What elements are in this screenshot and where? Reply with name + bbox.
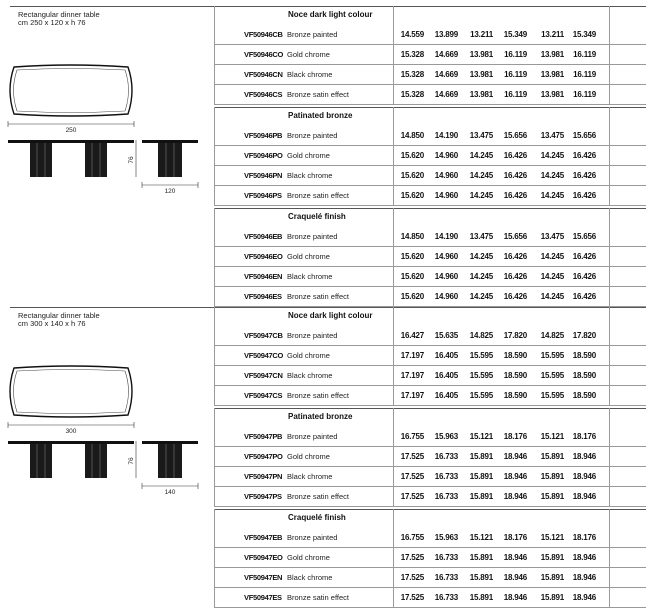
base-finish: Gold chrome (287, 351, 330, 360)
table-top-view (10, 366, 132, 417)
price-cell: 15.620 (400, 252, 424, 261)
price-row (214, 467, 646, 487)
price-cell: 14.190 (434, 131, 458, 140)
base-finish: Black chrome (287, 70, 333, 79)
price-cell: 14.245 (540, 292, 564, 301)
price-cell: 14.245 (469, 171, 493, 180)
price-cell: 15.620 (400, 292, 424, 301)
price-cell: 14.960 (434, 171, 458, 180)
price-cell: 13.981 (540, 90, 564, 99)
finish-section (214, 107, 646, 206)
base-finish: Bronze satin effect (287, 292, 349, 301)
base-finish: Bronze satin effect (287, 492, 349, 501)
price-cell: 16.427 (400, 331, 424, 340)
base-finish: Black chrome (287, 573, 333, 582)
price-row (214, 45, 646, 65)
price-cell: 18.590 (503, 351, 527, 360)
price-cell: 16.405 (434, 351, 458, 360)
table-side-top (8, 441, 134, 444)
article-code: VF50947EN (244, 573, 283, 582)
article-code: VF50947CS (244, 391, 283, 400)
price-cell: 17.525 (400, 593, 424, 602)
price-cell: 15.121 (540, 432, 564, 441)
price-cell: 18.946 (572, 452, 596, 461)
price-cell: 17.525 (400, 492, 424, 501)
price-cell: 18.946 (572, 553, 596, 562)
price-cell: 14.669 (434, 70, 458, 79)
price-cell: 14.960 (434, 272, 458, 281)
article-code: VF50947EO (244, 553, 283, 562)
price-row (214, 85, 646, 105)
row-divider (214, 607, 646, 608)
price-cell: 15.891 (469, 573, 493, 582)
price-cell: 17.820 (572, 331, 596, 340)
price-cell: 18.176 (503, 533, 527, 542)
finish-section (214, 307, 646, 406)
price-cell: 15.620 (400, 272, 424, 281)
table-leg (30, 143, 52, 177)
height-label: 76 (128, 156, 135, 164)
price-cell: 15.656 (572, 232, 596, 241)
price-cell: 16.426 (503, 191, 527, 200)
price-cell: 18.590 (572, 351, 596, 360)
price-cell: 15.620 (400, 191, 424, 200)
price-cell: 18.946 (572, 593, 596, 602)
price-cell: 16.405 (434, 371, 458, 380)
price-cell: 13.981 (540, 50, 564, 59)
price-cell: 16.119 (504, 90, 527, 99)
price-cell: 13.211 (541, 30, 564, 39)
base-finish: Black chrome (287, 272, 333, 281)
table-drawing (0, 348, 200, 573)
price-cell: 15.656 (572, 131, 596, 140)
price-cell: 14.245 (469, 151, 493, 160)
finish-title: Craquelé finish (288, 212, 346, 221)
article-code: VF50946CN (244, 70, 283, 79)
price-cell: 15.620 (400, 171, 424, 180)
price-cell: 16.119 (573, 90, 596, 99)
price-row (214, 25, 646, 45)
price-cell: 16.755 (400, 432, 424, 441)
finish-section (214, 6, 646, 105)
price-cell: 18.946 (572, 573, 596, 582)
price-cell: 15.891 (469, 553, 493, 562)
price-cell: 16.426 (503, 171, 527, 180)
finish-title: Noce dark light colour (288, 311, 373, 320)
price-cell: 14.245 (469, 292, 493, 301)
price-cell: 15.349 (503, 30, 527, 39)
price-cell: 13.981 (469, 70, 493, 79)
price-cell: 18.946 (503, 452, 527, 461)
price-cell: 18.946 (572, 472, 596, 481)
table-top-inner-edge (14, 69, 129, 113)
table-end-leg (158, 444, 182, 478)
price-cell: 16.733 (434, 573, 458, 582)
table-leg (85, 143, 107, 177)
price-cell: 18.590 (572, 391, 596, 400)
price-cell: 18.176 (572, 533, 596, 542)
price-cell: 15.656 (503, 232, 527, 241)
price-row (214, 186, 646, 206)
base-finish: Bronze painted (287, 432, 338, 441)
price-cell: 16.426 (572, 151, 596, 160)
section-divider (214, 208, 646, 209)
price-cell: 15.595 (469, 391, 493, 400)
base-finish: Gold chrome (287, 50, 330, 59)
price-cell: 14.245 (540, 191, 564, 200)
price-row (214, 568, 646, 588)
price-row (214, 588, 646, 608)
row-divider (214, 506, 646, 507)
article-code: VF50947CB (244, 331, 283, 340)
price-cell: 16.426 (572, 272, 596, 281)
price-cell: 16.733 (434, 452, 458, 461)
finish-section (214, 208, 646, 307)
price-row (214, 528, 646, 548)
price-cell: 14.850 (400, 131, 424, 140)
price-cell: 13.981 (540, 70, 564, 79)
price-cell: 14.960 (434, 292, 458, 301)
price-cell: 17.197 (400, 391, 424, 400)
price-cell: 16.755 (400, 533, 424, 542)
price-cell: 18.946 (503, 573, 527, 582)
price-cell: 18.946 (503, 492, 527, 501)
base-finish: Bronze satin effect (287, 391, 349, 400)
finish-title: Patinated bronze (288, 412, 353, 421)
price-cell: 16.119 (573, 70, 596, 79)
price-cell: 16.119 (504, 70, 527, 79)
price-cell: 13.899 (434, 30, 458, 39)
price-row (214, 247, 646, 267)
article-code: VF50946PS (244, 191, 282, 200)
product-name: Rectangular dinner table (18, 10, 100, 19)
price-cell: 15.635 (434, 331, 458, 340)
price-row (214, 126, 646, 146)
base-finish: Bronze painted (287, 331, 338, 340)
price-cell: 14.245 (540, 252, 564, 261)
price-row (214, 65, 646, 85)
base-finish: Gold chrome (287, 252, 330, 261)
price-cell: 14.960 (434, 151, 458, 160)
price-row (214, 487, 646, 507)
article-code: VF50947PN (244, 472, 283, 481)
price-cell: 17.525 (400, 553, 424, 562)
price-cell: 16.733 (434, 593, 458, 602)
price-cell: 18.176 (503, 432, 527, 441)
table-end-top (142, 140, 198, 143)
product-dimensions: cm 300 x 140 x h 76 (18, 319, 86, 328)
price-row (214, 366, 646, 386)
price-cell: 14.245 (540, 272, 564, 281)
price-cell: 16.426 (503, 252, 527, 261)
length-label: 300 (65, 428, 77, 435)
article-code: VF50946EB (244, 232, 283, 241)
base-finish: Bronze painted (287, 533, 338, 542)
price-row (214, 427, 646, 447)
price-row (214, 548, 646, 568)
article-code: VF50947PO (244, 452, 283, 461)
finish-section (214, 509, 646, 608)
price-cell: 14.190 (434, 232, 458, 241)
section-divider (214, 307, 646, 308)
price-cell: 15.121 (540, 533, 564, 542)
base-finish: Bronze painted (287, 232, 338, 241)
price-row (214, 146, 646, 166)
price-cell: 15.349 (572, 30, 596, 39)
base-finish: Gold chrome (287, 452, 330, 461)
price-cell: 15.328 (400, 50, 424, 59)
price-cell: 16.426 (572, 191, 596, 200)
article-code: VF50946PN (244, 171, 283, 180)
table-end-leg (158, 143, 182, 177)
finish-title: Noce dark light colour (288, 10, 373, 19)
price-cell: 15.891 (540, 593, 564, 602)
price-row (214, 287, 646, 307)
finish-title: Craquelé finish (288, 513, 346, 522)
price-cell: 14.245 (540, 151, 564, 160)
price-cell: 14.825 (469, 331, 493, 340)
price-cell: 15.656 (503, 131, 527, 140)
price-cell: 14.669 (434, 90, 458, 99)
price-cell: 16.119 (504, 50, 527, 59)
article-code: VF50946EN (244, 272, 283, 281)
price-cell: 13.981 (469, 90, 493, 99)
article-code: VF50946PO (244, 151, 283, 160)
article-code: VF50947ES (244, 593, 282, 602)
base-finish: Gold chrome (287, 553, 330, 562)
price-cell: 15.595 (540, 351, 564, 360)
price-cell: 15.121 (469, 432, 493, 441)
price-cell: 13.475 (540, 232, 564, 241)
price-cell: 15.891 (540, 472, 564, 481)
base-finish: Black chrome (287, 171, 333, 180)
price-cell: 16.733 (434, 553, 458, 562)
price-row (214, 386, 646, 406)
price-cell: 15.891 (469, 593, 493, 602)
price-cell: 14.960 (434, 191, 458, 200)
price-cell: 15.891 (469, 452, 493, 461)
table-leg (30, 444, 52, 478)
price-cell: 15.891 (540, 492, 564, 501)
price-cell: 13.211 (470, 30, 493, 39)
price-cell: 16.733 (434, 492, 458, 501)
price-cell: 14.245 (469, 191, 493, 200)
price-row (214, 326, 646, 346)
price-row (214, 227, 646, 247)
price-cell: 18.176 (572, 432, 596, 441)
price-cell: 14.669 (434, 50, 458, 59)
price-cell: 14.245 (469, 252, 493, 261)
price-cell: 15.328 (400, 90, 424, 99)
table-end-top (142, 441, 198, 444)
section-divider (214, 408, 646, 409)
price-cell: 18.590 (503, 391, 527, 400)
base-finish: Bronze painted (287, 131, 338, 140)
price-cell: 15.595 (469, 351, 493, 360)
section-divider (214, 6, 646, 7)
article-code: VF50946ES (244, 292, 282, 301)
height-label: 76 (128, 457, 135, 465)
price-cell: 15.963 (434, 533, 458, 542)
table-side-top (8, 140, 134, 143)
price-cell: 15.620 (400, 151, 424, 160)
price-cell: 18.946 (503, 553, 527, 562)
article-code: VF50947CN (244, 371, 283, 380)
price-cell: 18.946 (572, 492, 596, 501)
price-cell: 16.426 (503, 272, 527, 281)
price-row (214, 346, 646, 366)
price-cell: 16.119 (573, 50, 596, 59)
price-cell: 16.426 (503, 292, 527, 301)
price-cell: 16.426 (572, 292, 596, 301)
product-name: Rectangular dinner table (18, 311, 100, 320)
price-cell: 14.850 (400, 232, 424, 241)
finish-section (214, 408, 646, 507)
price-cell: 14.245 (540, 171, 564, 180)
base-finish: Black chrome (287, 472, 333, 481)
table-top-inner-edge (14, 370, 129, 414)
price-cell: 15.891 (540, 452, 564, 461)
price-row (214, 166, 646, 186)
price-cell: 16.426 (572, 171, 596, 180)
price-cell: 15.595 (469, 371, 493, 380)
section-divider (214, 107, 646, 108)
row-divider (214, 205, 646, 206)
price-cell: 18.590 (572, 371, 596, 380)
article-code: VF50947PB (244, 432, 283, 441)
section-divider (214, 509, 646, 510)
price-cell: 16.405 (434, 391, 458, 400)
article-code: VF50946EO (244, 252, 283, 261)
price-cell: 13.981 (469, 50, 493, 59)
price-cell: 14.960 (434, 252, 458, 261)
price-cell: 15.891 (469, 492, 493, 501)
price-cell: 15.121 (469, 533, 493, 542)
price-cell: 16.733 (434, 472, 458, 481)
price-row (214, 447, 646, 467)
base-finish: Gold chrome (287, 151, 330, 160)
price-cell: 15.328 (400, 70, 424, 79)
base-finish: Black chrome (287, 371, 333, 380)
price-cell: 18.946 (503, 472, 527, 481)
base-finish: Bronze painted (287, 30, 338, 39)
price-cell: 15.595 (540, 391, 564, 400)
base-finish: Bronze satin effect (287, 191, 349, 200)
price-cell: 14.825 (540, 331, 564, 340)
article-code: VF50947EB (244, 533, 283, 542)
table-drawing (0, 47, 200, 272)
price-cell: 13.475 (469, 232, 493, 241)
article-code: VF50947PS (244, 492, 282, 501)
price-cell: 13.475 (469, 131, 493, 140)
price-cell: 18.590 (503, 371, 527, 380)
price-cell: 18.946 (503, 593, 527, 602)
price-cell: 16.426 (503, 151, 527, 160)
width-label: 120 (164, 188, 176, 195)
price-cell: 17.525 (400, 452, 424, 461)
product-dimensions: cm 250 x 120 x h 76 (18, 18, 86, 27)
article-code: VF50947CO (244, 351, 283, 360)
table-leg (85, 444, 107, 478)
price-cell: 15.891 (540, 573, 564, 582)
article-code: VF50946CO (244, 50, 283, 59)
finish-title: Patinated bronze (288, 111, 353, 120)
price-cell: 17.197 (400, 351, 424, 360)
article-code: VF50946PB (244, 131, 283, 140)
article-code: VF50946CB (244, 30, 283, 39)
price-cell: 17.525 (400, 573, 424, 582)
article-code: VF50946CS (244, 90, 283, 99)
width-label: 140 (164, 489, 176, 496)
base-finish: Bronze satin effect (287, 90, 349, 99)
price-cell: 17.197 (400, 371, 424, 380)
price-cell: 17.525 (400, 472, 424, 481)
price-cell: 15.963 (434, 432, 458, 441)
price-cell: 15.595 (540, 371, 564, 380)
price-cell: 17.820 (503, 331, 527, 340)
table-top-view (10, 65, 132, 116)
price-cell: 16.426 (572, 252, 596, 261)
row-divider (214, 104, 646, 105)
price-row (214, 267, 646, 287)
row-divider (214, 405, 646, 406)
base-finish: Bronze satin effect (287, 593, 349, 602)
price-cell: 14.245 (469, 272, 493, 281)
price-cell: 15.891 (540, 553, 564, 562)
length-label: 250 (65, 127, 77, 134)
price-cell: 14.559 (400, 30, 424, 39)
price-cell: 15.891 (469, 472, 493, 481)
price-cell: 13.475 (540, 131, 564, 140)
